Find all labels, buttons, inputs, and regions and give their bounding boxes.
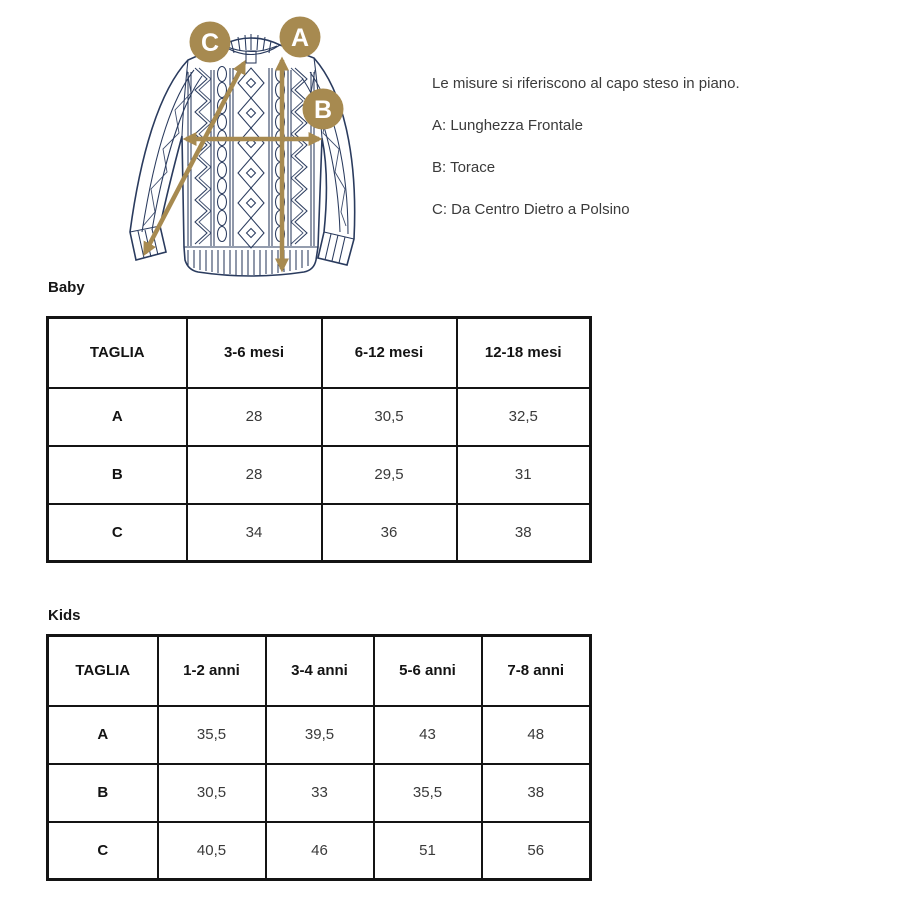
size-value: 28 [187, 388, 322, 446]
marker-letter-b: B [313, 96, 333, 124]
size-value: 46 [266, 822, 374, 880]
column-header: 7-8 anni [482, 636, 591, 706]
column-header: 1-2 anni [158, 636, 266, 706]
size-value: 43 [374, 706, 482, 764]
measure-arrow-c [145, 63, 244, 253]
marker-letter-a: A [290, 24, 310, 52]
marker-badge-a [280, 17, 321, 58]
row-label: C [48, 822, 158, 880]
marker-badge-c [190, 22, 231, 63]
sweater-measurement-diagram [100, 8, 420, 293]
baby-size-table [46, 316, 592, 563]
size-value: 38 [482, 764, 591, 822]
column-header: TAGLIA [48, 636, 158, 706]
table-row [48, 446, 591, 504]
size-value: 48 [482, 706, 591, 764]
size-value: 51 [374, 822, 482, 880]
size-value: 29,5 [322, 446, 457, 504]
column-header: 5-6 anni [374, 636, 482, 706]
size-value: 39,5 [266, 706, 374, 764]
size-value: 40,5 [158, 822, 266, 880]
size-value: 34 [187, 504, 322, 562]
column-header: 3-4 anni [266, 636, 374, 706]
size-value: 36 [322, 504, 457, 562]
row-label: B [48, 764, 158, 822]
legend-item-c: C: Da Centro Dietro a Polsino [432, 201, 630, 218]
table-row [48, 388, 591, 446]
table-header-row [48, 636, 591, 706]
legend-item-a: A: Lunghezza Frontale [432, 117, 583, 134]
legend-item-b: B: Torace [432, 159, 496, 176]
sweater-body-pattern [188, 67, 314, 249]
column-header: 3-6 mesi [187, 318, 322, 388]
table-row [48, 706, 591, 764]
size-value: 31 [457, 446, 591, 504]
column-header: 12-18 mesi [457, 318, 591, 388]
size-value: 38 [457, 504, 591, 562]
kids-section-label: Kids [48, 607, 81, 624]
size-value: 35,5 [158, 706, 266, 764]
size-value: 30,5 [322, 388, 457, 446]
legend-intro: Le misure si riferiscono al capo steso in piano. [432, 75, 740, 92]
baby-section-label: Baby [48, 279, 85, 296]
table-row [48, 504, 591, 562]
column-header: 6-12 mesi [322, 318, 457, 388]
row-label: A [48, 388, 187, 446]
neck-tag [246, 51, 256, 63]
size-value: 33 [266, 764, 374, 822]
size-value: 30,5 [158, 764, 266, 822]
row-label: A [48, 706, 158, 764]
marker-badge-b [303, 89, 344, 130]
size-value: 28 [187, 446, 322, 504]
table-row [48, 764, 591, 822]
sweater-illustration [100, 8, 420, 293]
size-value: 32,5 [457, 388, 591, 446]
measurement-legend [432, 74, 872, 242]
kids-size-table [46, 634, 592, 881]
size-value: 56 [482, 822, 591, 880]
row-label: C [48, 504, 187, 562]
table-header-row [48, 318, 591, 388]
size-value: 35,5 [374, 764, 482, 822]
column-header: TAGLIA [48, 318, 187, 388]
marker-letter-c: C [200, 29, 220, 57]
row-label: B [48, 446, 187, 504]
table-row [48, 822, 591, 880]
